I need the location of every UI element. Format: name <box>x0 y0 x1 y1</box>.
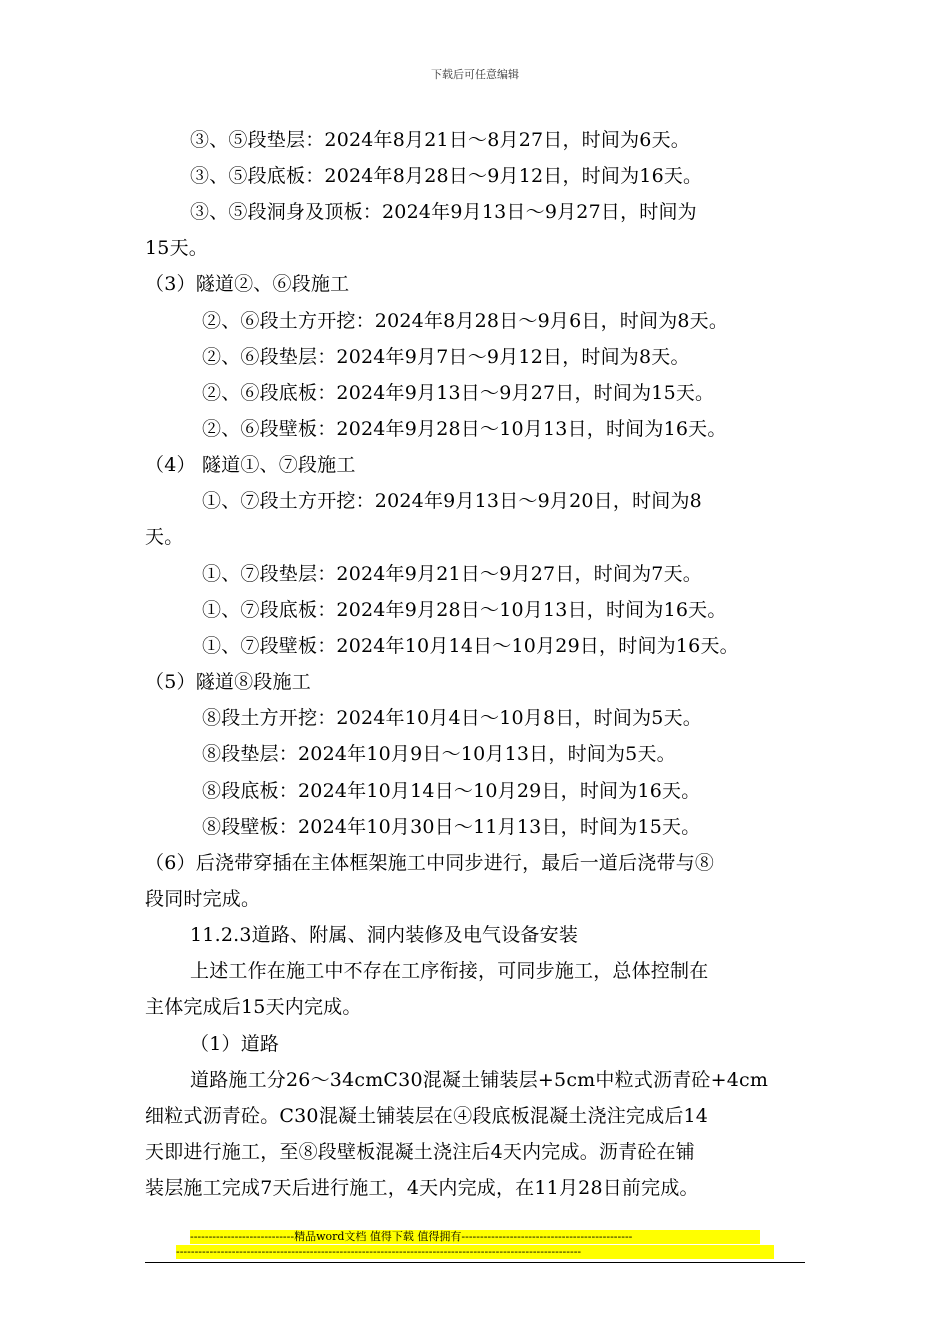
text-line: ③、⑤段垫层：2024年8月21日～8月27日，时间为6天。 <box>190 129 690 151</box>
text-line: ①、⑦段土方开挖：2024年9月13日～9月20日，时间为8 <box>202 490 702 512</box>
text-line: 细粒式沥青砼。C30混凝土铺装层在④段底板混凝土浇注完成后14 <box>145 1105 709 1127</box>
footer-banner: ----------------------------精品word文档 值得下载 值得拥有---------------------------------------------- <box>190 1230 760 1244</box>
text-line: （6）后浇带穿插在主体框架施工中同步进行，最后一道后浇带与⑧ <box>145 852 715 874</box>
section-heading: （5）隧道⑧段施工 <box>145 671 311 693</box>
text-line: 天。 <box>145 526 184 548</box>
section-heading: 11.2.3道路、附属、洞内装修及电气设备安装 <box>190 924 579 946</box>
text-line: ②、⑥段壁板：2024年9月28日～10月13日，时间为16天。 <box>202 418 727 440</box>
text-line: ①、⑦段垫层：2024年9月21日～9月27日，时间为7天。 <box>202 563 702 585</box>
text-line: 道路施工分26～34cmC30混凝土铺装层+5cm中粒式沥青砼+4cm <box>190 1069 769 1091</box>
section-heading: （4） 隧道①、⑦段施工 <box>145 454 356 476</box>
text-line: ⑧段垫层：2024年10月9日～10月13日，时间为5天。 <box>202 743 676 765</box>
footer-dashes: ------------------------------------------------------------------------------------------------------------- <box>176 1245 774 1259</box>
text-line: ⑧段底板：2024年10月14日～10月29日，时间为16天。 <box>202 780 701 802</box>
text-line: 段同时完成。 <box>145 888 261 910</box>
text-line: ①、⑦段底板：2024年9月28日～10月13日，时间为16天。 <box>202 599 727 621</box>
text-line: ③、⑤段底板：2024年8月28日～9月12日，时间为16天。 <box>190 165 703 187</box>
text-line: 15天。 <box>145 237 208 259</box>
text-line: ⑧段壁板：2024年10月30日～11月13日，时间为15天。 <box>202 816 701 838</box>
page-header: 下载后可任意编辑 <box>431 68 519 81</box>
text-line: ②、⑥段土方开挖：2024年8月28日～9月6日，时间为8天。 <box>202 310 729 332</box>
text-line: ①、⑦段壁板：2024年10月14日～10月29日，时间为16天。 <box>202 635 739 657</box>
text-line: 装层施工完成7天后进行施工，4天内完成，在11月28日前完成。 <box>145 1177 699 1199</box>
text-line: 天即进行施工，至⑧段壁板混凝土浇注后4天内完成。沥青砼在铺 <box>145 1141 695 1163</box>
text-line: ②、⑥段底板：2024年9月13日～9月27日，时间为15天。 <box>202 382 715 404</box>
text-line: 上述工作在施工中不存在工序衔接，可同步施工，总体控制在 <box>190 960 709 982</box>
text-line: 主体完成后15天内完成。 <box>145 996 362 1018</box>
section-heading: （1）道路 <box>190 1033 280 1055</box>
footer-rule <box>145 1262 805 1263</box>
text-line: ⑧段土方开挖：2024年10月4日～10月8日，时间为5天。 <box>202 707 702 729</box>
text-line: ③、⑤段洞身及顶板：2024年9月13日～9月27日，时间为 <box>190 201 697 223</box>
section-heading: （3）隧道②、⑥段施工 <box>145 273 350 295</box>
text-line: ②、⑥段垫层：2024年9月7日～9月12日，时间为8天。 <box>202 346 690 368</box>
